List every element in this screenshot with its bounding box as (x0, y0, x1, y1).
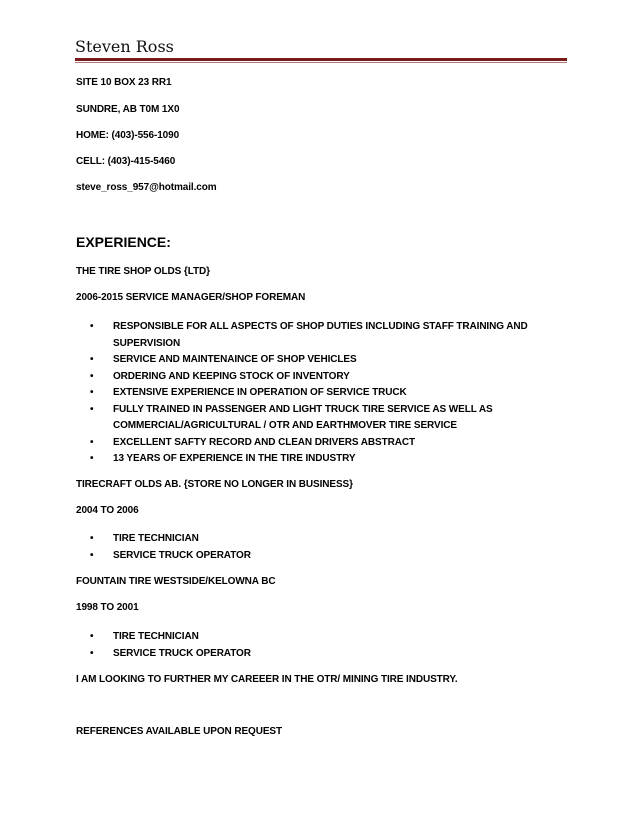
job-2-duties (90, 531, 550, 564)
bullet-icon: • (90, 549, 94, 561)
list-item: • SERVICE AND MAINTENAINCE OF SHOP VEHICLES (90, 352, 550, 369)
job-1-duties (90, 319, 550, 468)
list-item: • ORDERING AND KEEPING STOCK OF INVENTORY (90, 369, 550, 386)
list-item: • TIRE TECHNICIAN (90, 531, 550, 548)
job-2-period: 2004 TO 2006 (76, 505, 139, 516)
experience-title: EXPERIENCE: (76, 234, 171, 250)
address-line-1: SITE 10 BOX 23 RR1 (76, 77, 172, 88)
bullet-icon: • (90, 453, 94, 464)
references-note: REFERENCES AVAILABLE UPON REQUEST (76, 726, 282, 737)
bullet-icon: • (90, 631, 94, 642)
bullet-icon: • (90, 387, 94, 398)
list-item: • TIRE TECHNICIAN (90, 629, 550, 646)
list-item: • FULLY TRAINED IN PASSENGER AND LIGHT TRUCK TIRE SERVICE AS WELL AS COMMERCIAL/AGRICULTURAL / OTR AND EARTHMOVER TIRE SERVICE (90, 403, 493, 431)
job-3-duties (90, 629, 550, 662)
bullet-icon: • (90, 647, 94, 659)
address-line-2: SUNDRE, AB T0M 1X0 (76, 104, 180, 115)
list-item: • RESPONSIBLE FOR ALL ASPECTS OF SHOP DUTIES INCLUDING STAFF TRAINING AND SUPERVISION (90, 321, 528, 349)
job-1-company: THE TIRE SHOP OLDS {LTD} (76, 266, 210, 277)
list-item: • EXCELLENT SAFTY RECORD AND CLEAN DRIVERS ABSTRACT (90, 435, 550, 452)
job-3-company: FOUNTAIN TIRE WESTSIDE/KELOWNA BC (76, 576, 276, 587)
header-rule-thin (75, 62, 567, 63)
job-1-period: 2006-2015 SERVICE MANAGER/SHOP FOREMAN (76, 292, 306, 303)
bullet-icon: • (90, 403, 94, 415)
bullet-icon: • (90, 370, 94, 382)
list-item: • SERVICE TRUCK OPERATOR (90, 548, 550, 565)
list-item: • SERVICE TRUCK OPERATOR (90, 646, 550, 663)
bullet-icon: • (90, 436, 94, 448)
bullet-icon: • (90, 533, 94, 544)
bullet-icon: • (90, 354, 94, 365)
job-2-company: TIRECRAFT OLDS AB. {STORE NO LONGER IN BUSINESS} (76, 479, 353, 490)
list-item: • 13 YEARS OF EXPERIENCE IN THE TIRE INDUSTRY (90, 451, 550, 468)
home-phone: HOME: (403)-556-1090 (76, 130, 180, 141)
list-item: • EXTENSIVE EXPERIENCE IN OPERATION OF SERVICE TRUCK (90, 385, 550, 402)
header-name: Steven Ross (75, 37, 174, 56)
email-address: steve_ross_957@hotmail.com (76, 182, 217, 193)
header-rule (75, 58, 567, 61)
job-3-period: 1998 TO 2001 (76, 602, 139, 613)
career-objective: I AM LOOKING TO FURTHER MY CAREEER IN THE OTR/ MINING TIRE INDUSTRY. (76, 674, 458, 685)
bullet-icon: • (90, 321, 94, 332)
cell-phone: CELL: (403)-415-5460 (76, 156, 176, 167)
